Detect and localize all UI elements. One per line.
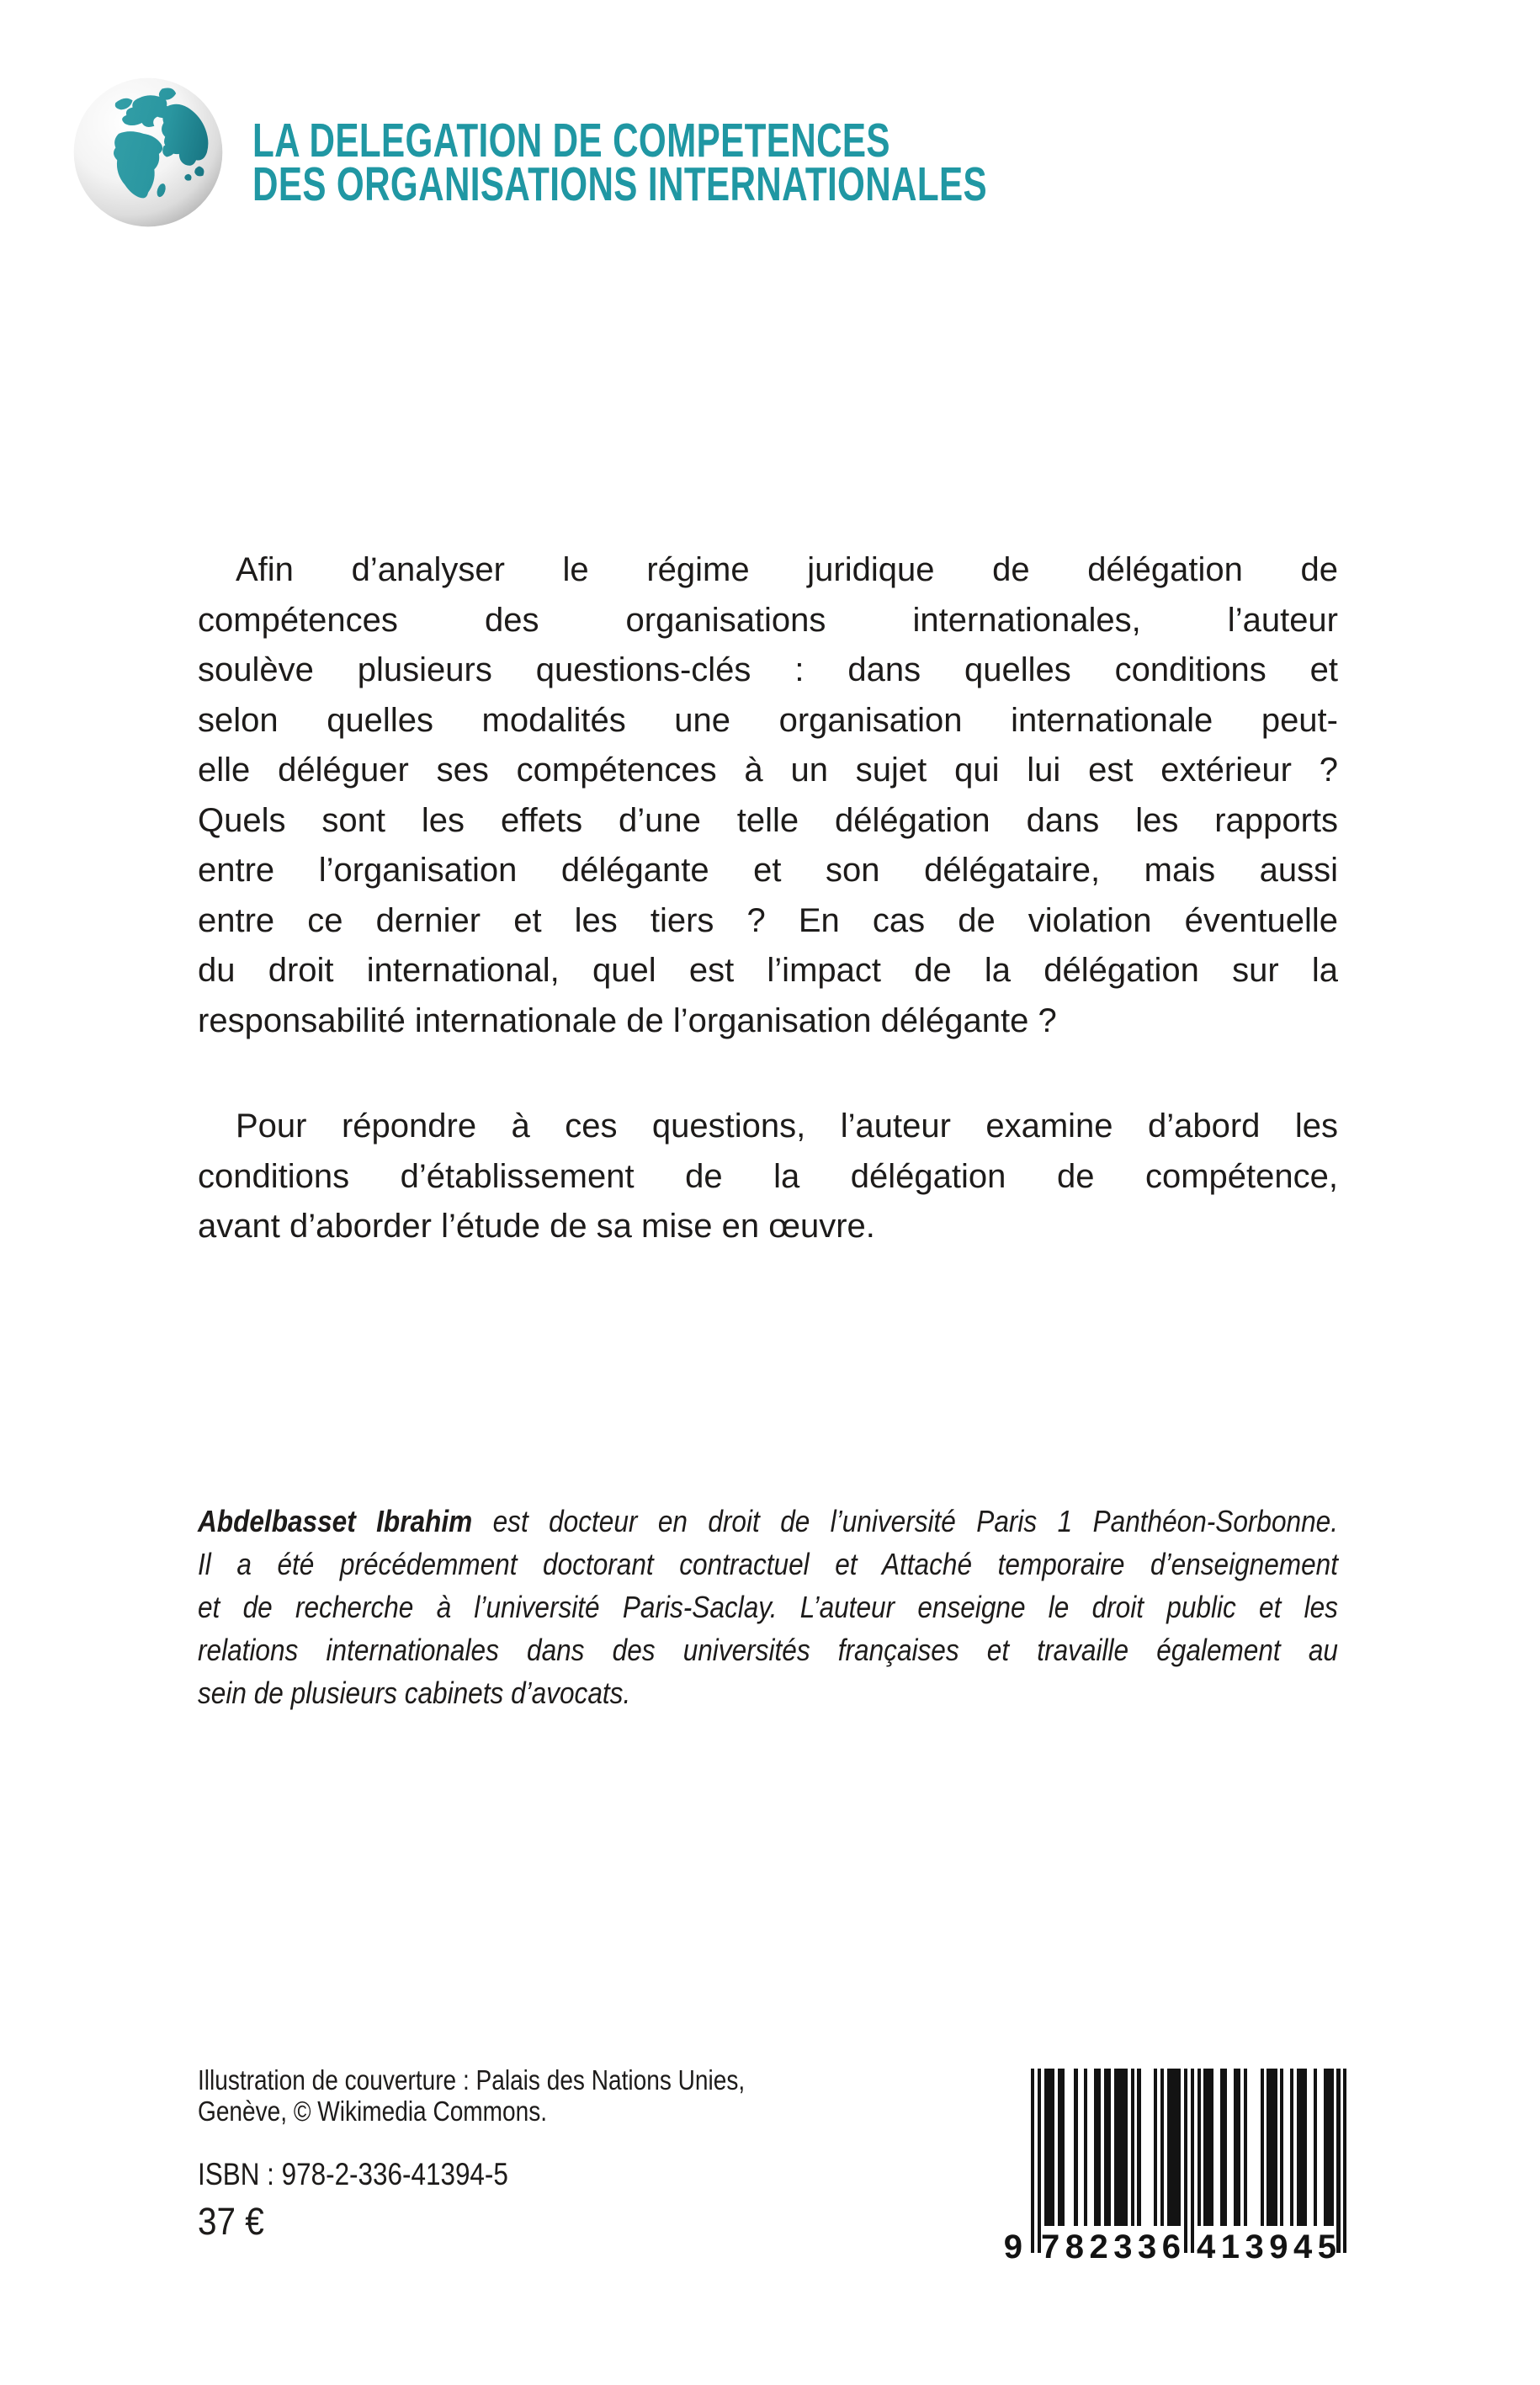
isbn-text: ISBN : 978-2-336-41394-5 xyxy=(198,2157,508,2191)
barcode-bar xyxy=(1273,2069,1277,2226)
barcode-bar xyxy=(1244,2069,1247,2226)
author-name: Abdelbasset Ibrahim xyxy=(198,1504,473,1538)
barcode-bar xyxy=(1197,2069,1201,2226)
barcode-bar xyxy=(1038,2069,1041,2253)
barcode-digits-right xyxy=(1197,2228,1336,2266)
book-title-line1: LA DELEGATION DE COMPETENCES xyxy=(252,114,890,167)
cover-credit xyxy=(198,2064,745,2127)
text-line: Quels sont les effets d’une telle délégation dans les rapports xyxy=(198,801,1338,839)
barcode-digit: 4 xyxy=(1293,2228,1313,2265)
barcode-bar xyxy=(1280,2069,1283,2226)
barcode-bar xyxy=(1261,2069,1264,2226)
barcode-bar xyxy=(1137,2069,1140,2226)
barcode-bar xyxy=(1237,2069,1240,2226)
barcode-digit: 6 xyxy=(1161,2228,1181,2265)
barcode-digit-first: 9 xyxy=(1003,2228,1022,2265)
synopsis-paragraph-2 xyxy=(198,1102,1338,1252)
barcode-digit: 3 xyxy=(1113,2228,1133,2265)
barcode-bars xyxy=(1031,2069,1347,2253)
author-bio-lines xyxy=(198,1543,1338,1714)
text-line: Pour répondre à ces questions, l’auteur examine d’abord les xyxy=(236,1108,1338,1145)
barcode-bar xyxy=(1184,2069,1187,2253)
barcode-bar xyxy=(1074,2069,1077,2226)
barcode-bar xyxy=(1061,2069,1065,2226)
text-line: sein de plusieurs cabinets d’avocats. xyxy=(198,1676,631,1710)
barcode-digit: 7 xyxy=(1041,2228,1060,2265)
text-line: Afin d’analyser le régime juridique de délégation de xyxy=(236,551,1338,588)
text-line: Illustration de couverture : Palais des Nations Unies, xyxy=(198,2064,746,2096)
barcode-bar xyxy=(1304,2069,1307,2226)
ean13-barcode xyxy=(968,2069,1363,2271)
barcode-bar xyxy=(1177,2069,1181,2226)
barcode-bar xyxy=(1131,2069,1134,2226)
book-title-line2: DES ORGANISATIONS INTERNATIONALES xyxy=(252,157,988,211)
text-line: relations internationales dans des universités françaises et travaille également au xyxy=(198,1633,1338,1667)
synopsis-paragraph-1 xyxy=(198,545,1338,1046)
barcode-digits-left xyxy=(1041,2228,1181,2266)
barcode-bar xyxy=(1336,2069,1340,2253)
author-bio-line1 xyxy=(198,1500,1338,1543)
barcode-digit: 3 xyxy=(1138,2228,1157,2265)
text-line: selon quelles modalités une organisation internationale peut- xyxy=(198,701,1338,739)
text-line: et de recherche à l’université Paris-Saclay. L’auteur enseigne le droit public et les xyxy=(198,1590,1338,1624)
barcode-bar xyxy=(1051,2069,1054,2226)
barcode-digit: 5 xyxy=(1317,2228,1336,2265)
barcode-digit: 4 xyxy=(1197,2228,1216,2265)
barcode-bar xyxy=(1191,2069,1194,2253)
barcode-bar xyxy=(1224,2069,1227,2226)
text-line: Il a été précédemment doctorant contractuel et Attaché temporaire d’enseignement xyxy=(198,1547,1338,1581)
text-line: avant d’aborder l’étude de sa mise en œuvre. xyxy=(198,1208,875,1245)
barcode-bar xyxy=(1314,2069,1317,2226)
barcode-digit: 9 xyxy=(1269,2228,1288,2265)
text-line: compétences des organisations internationales, l’auteur xyxy=(198,601,1338,639)
barcode-bar xyxy=(1290,2069,1293,2226)
text-line: entre l’organisation délégante et son délégataire, mais aussi xyxy=(198,852,1338,889)
price-text: 37 € xyxy=(198,2200,264,2243)
text-line: responsabilité internationale de l’organisation délégante ? xyxy=(198,1001,1057,1039)
globe-icon xyxy=(71,72,226,232)
barcode-bar xyxy=(1107,2069,1111,2226)
barcode-digit: 2 xyxy=(1089,2228,1108,2265)
barcode-bar xyxy=(1210,2069,1213,2226)
barcode-bar xyxy=(1084,2069,1087,2226)
text-line: Genève, © Wikimedia Commons. xyxy=(198,2096,548,2127)
text-line: soulève plusieurs questions-clés : dans quelles conditions et xyxy=(198,651,1338,688)
barcode-bar xyxy=(1330,2069,1334,2226)
text-line: entre ce dernier et les tiers ? En cas de violation éventuelle xyxy=(198,901,1338,939)
globe-logo xyxy=(71,72,226,232)
barcode-bar xyxy=(1160,2069,1164,2226)
author-bio-line1-rest: est docteur en droit de l’université Paris 1 Panthéon-Sorbonne. xyxy=(472,1504,1338,1538)
barcode-bar xyxy=(1031,2069,1034,2253)
text-line: elle déléguer ses compétences à un sujet qui lui est extérieur ? xyxy=(198,752,1338,789)
barcode-digit: 1 xyxy=(1220,2228,1240,2265)
barcode-bar xyxy=(1343,2069,1346,2253)
text-line: du droit international, quel est l’impact de la délégation sur la xyxy=(198,952,1338,989)
barcode-digit: 3 xyxy=(1245,2228,1264,2265)
barcode-bar xyxy=(1124,2069,1128,2226)
book-title xyxy=(252,114,988,211)
text-line: conditions d’établissement de la délégation de compétence, xyxy=(198,1157,1338,1195)
barcode-bar xyxy=(1097,2069,1101,2226)
author-bio xyxy=(198,1500,1338,1714)
barcode-digit: 8 xyxy=(1065,2228,1084,2265)
barcode-bar xyxy=(1154,2069,1157,2226)
